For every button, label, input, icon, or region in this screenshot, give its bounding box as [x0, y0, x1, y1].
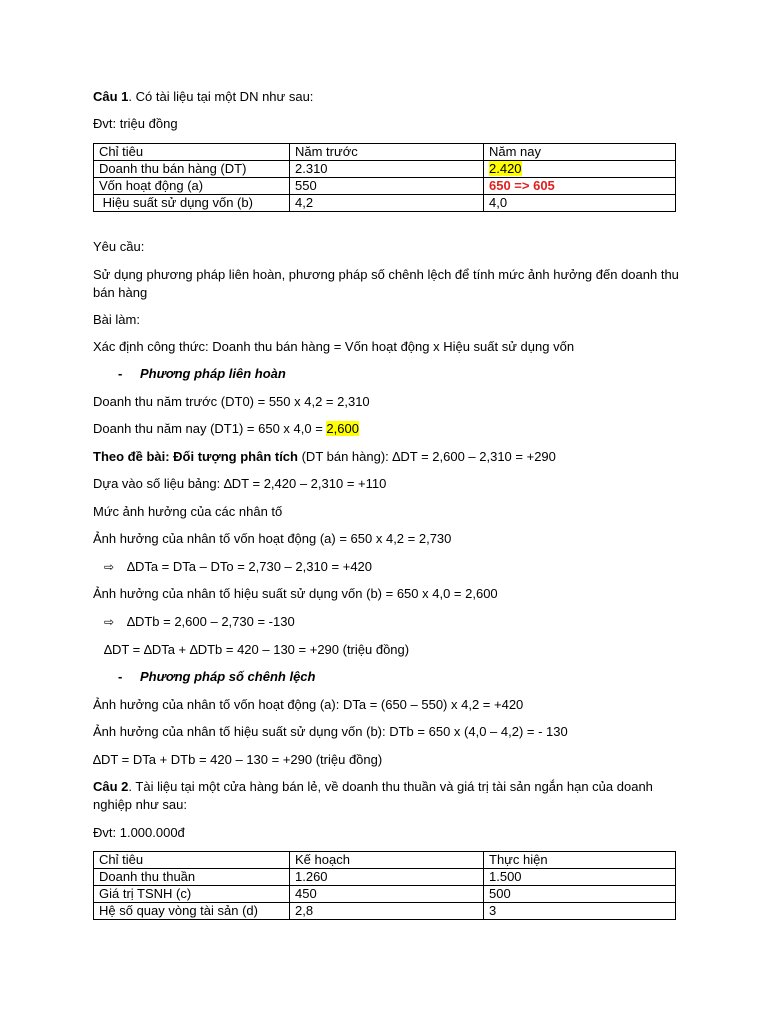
q2-heading — [93, 778, 683, 814]
table-row — [94, 178, 676, 195]
table-row — [94, 903, 676, 920]
table-row — [94, 886, 676, 903]
table-row — [94, 161, 676, 178]
q1-table — [93, 143, 676, 212]
table-based-line: Dựa vào số liệu bảng: ∆DT = 2,420 – 2,310 = +110 — [93, 476, 387, 491]
highlighted-value: 2,600 — [326, 421, 359, 436]
bullet-dash: - — [118, 669, 123, 684]
arrow-right-icon: ⇨ — [104, 615, 115, 629]
table-cell: 1.260 — [290, 869, 484, 886]
table-cell: Doanh thu bán hàng (DT) — [94, 161, 290, 178]
dt1-prefix: Doanh thu năm nay (DT1) = 650 x 4,0 = — [93, 421, 327, 436]
table-cell: 550 — [290, 178, 484, 195]
method1-title: Phương pháp liên hoàn — [140, 366, 286, 381]
table-cell: 3 — [484, 903, 676, 920]
table-cell: 2,8 — [290, 903, 484, 920]
table-cell: 1.500 — [484, 869, 676, 886]
formula-line: Xác định công thức: Doanh thu bán hàng = Vốn hoạt động x Hiệu suất sử dụng vốn — [93, 339, 575, 354]
dt1-line — [93, 421, 359, 437]
table-row — [94, 869, 676, 886]
b-effect-line: Ảnh hưởng của nhân tố hiệu suất sử dụng vốn (b) = 650 x 4,0 = 2,600 — [93, 586, 498, 601]
table-cell: Hệ số quay vòng tài sản (d) — [94, 903, 290, 920]
table-header-cell: Năm trước — [290, 144, 484, 161]
table-header-cell: Chỉ tiêu — [94, 852, 290, 869]
requirement-text: Sử dụng phương pháp liên hoàn, phương pháp số chênh lệch để tính mức ảnh hưởng đến doanh thu bán hàng — [93, 267, 679, 300]
highlighted-value: 2.420 — [489, 161, 522, 176]
table-cell: 500 — [484, 886, 676, 903]
bullet-dash: - — [118, 366, 123, 381]
solution-label: Bài làm: — [93, 312, 140, 327]
dt0-line: Doanh thu năm trước (DT0) = 550 x 4,2 = 2,310 — [93, 394, 370, 409]
table-cell: 4,0 — [484, 195, 676, 212]
method1-total-line: ∆DT = ∆DTa + ∆DTb = 420 – 130 = +290 (triệu đồng) — [104, 642, 410, 657]
q1-intro: . Có tài liệu tại một DN như sau: — [128, 89, 314, 104]
table-cell: 4,2 — [290, 195, 484, 212]
q1-unit: Đvt: triệu đồng — [93, 116, 178, 131]
table-cell: Giá trị TSNH (c) — [94, 886, 290, 903]
requirement-label: Yêu cầu: — [93, 239, 145, 254]
table-header-cell: Kế hoạch — [290, 852, 484, 869]
table-cell-corrected: 650 => 605 — [484, 178, 676, 195]
table-header-cell: Thực hiện — [484, 852, 676, 869]
q2-intro: . Tài liệu tại một cửa hàng bán lẻ, về doanh thu thuần và giá trị tài sản ngắn hạn của doanh nghiệp như sau: — [93, 779, 653, 812]
q1-label: Câu 1 — [93, 89, 129, 104]
b-delta-line: ∆DTb = 2,600 – 2,730 = -130 — [127, 614, 295, 629]
q1-heading — [93, 89, 313, 105]
table-cell: Doanh thu thuần — [94, 869, 290, 886]
analysis-object-label: Theo đề bài: Đối tượng phân tích — [93, 449, 298, 464]
table-cell: Hiệu suất sử dụng vốn (b) — [94, 195, 290, 212]
q2-label: Câu 2 — [93, 779, 129, 794]
table-row — [94, 195, 676, 212]
table-header-row — [94, 144, 676, 161]
arrow-right-icon: ⇨ — [104, 560, 115, 574]
m2-a-effect-line: Ảnh hưởng của nhân tố vốn hoạt động (a): DTa = (650 – 550) x 4,2 = +420 — [93, 697, 524, 712]
table-cell: 2.310 — [290, 161, 484, 178]
q2-table — [93, 851, 676, 920]
table-header-row — [94, 852, 676, 869]
table-cell: Vốn hoạt động (a) — [94, 178, 290, 195]
table-header-cell: Chỉ tiêu — [94, 144, 290, 161]
method2-title: Phương pháp số chênh lệch — [140, 669, 316, 684]
method2-total-line: ∆DT = DTa + DTb = 420 – 130 = +290 (triệu đồng) — [93, 752, 383, 767]
table-cell — [484, 161, 676, 178]
a-effect-line: Ảnh hưởng của nhân tố vốn hoạt động (a) = 650 x 4,2 = 2,730 — [93, 531, 452, 546]
table-cell: 450 — [290, 886, 484, 903]
a-delta-line: ∆DTa = DTa – DTo = 2,730 – 2,310 = +420 — [127, 559, 373, 574]
analysis-object-line — [93, 449, 556, 465]
q2-unit: Đvt: 1.000.000đ — [93, 825, 185, 840]
factors-heading: Mức ảnh hưởng của các nhân tố — [93, 504, 283, 519]
m2-b-effect-line: Ảnh hưởng của nhân tố hiệu suất sử dụng vốn (b): DTb = 650 x (4,0 – 4,2) = - 130 — [93, 724, 568, 739]
table-header-cell: Năm nay — [484, 144, 676, 161]
analysis-object-rest: (DT bán hàng): ∆DT = 2,600 – 2,310 = +290 — [297, 449, 556, 464]
